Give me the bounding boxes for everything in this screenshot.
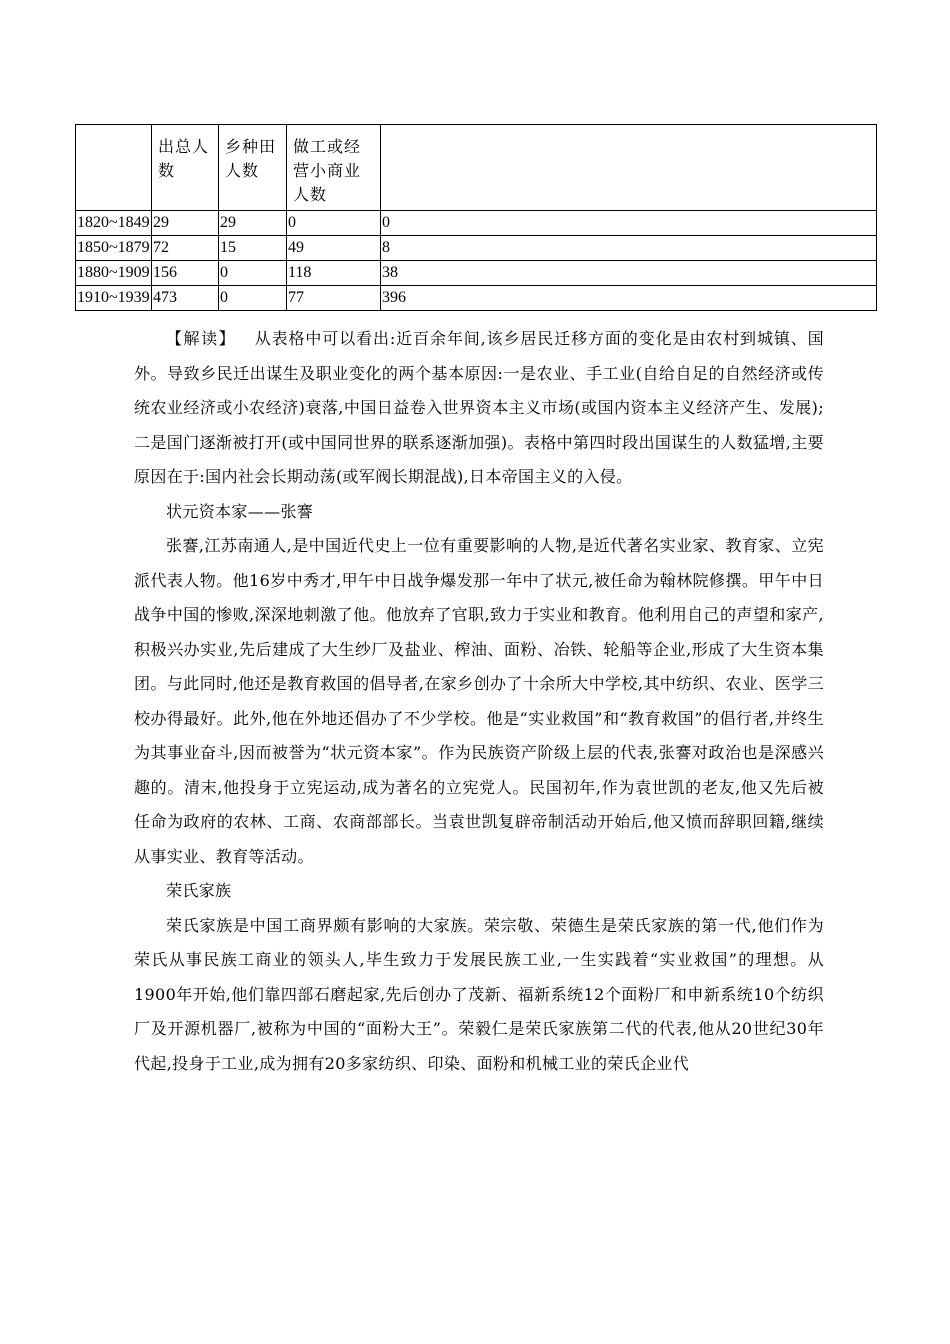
table-cell: 0 bbox=[219, 286, 287, 311]
table-header-cell bbox=[76, 125, 152, 211]
table-cell: 1910~1939 bbox=[76, 286, 152, 311]
body-text bbox=[134, 322, 824, 1081]
table-row bbox=[76, 261, 877, 286]
table-header-cell: 做工或经营小商业人数 bbox=[287, 125, 381, 211]
table-cell: 8 bbox=[381, 236, 877, 261]
table-cell: 118 bbox=[287, 261, 381, 286]
table-cell: 1820~1849 bbox=[76, 211, 152, 236]
table-cell: 29 bbox=[152, 211, 219, 236]
section-paragraph: 荣氏家族是中国工商界颇有影响的大家族。荣宗敬、荣德生是荣氏家族的第一代,他们作为荣氏从事民族工商业的领头人,毕生致力于发展民族工业,一生实践着“实业救国”的理想。从1900年开始,他们靠四部石磨起家,先后创办了茂新、福新系统12个面粉厂和申新系统10个纺织厂及开源机器厂,被称为中国的“面粉大王”。荣毅仁是荣氏家族第二代的代表,他从20世纪30年代起,投身于工业,成为拥有20多家纺织、印染、面粉和机械工业的荣氏企业代 bbox=[134, 915, 824, 1073]
table-cell: 1880~1909 bbox=[76, 261, 152, 286]
table-cell: 72 bbox=[152, 236, 219, 261]
interpretation-text: 从表格中可以看出:近百余年间,该乡居民迁移方面的变化是由农村到城镇、国外。导致乡民迁出谋生及职业变化的两个基本原因:一是农业、手工业(自给自足的自然经济或传统农业经济或小农经济)衰落,中国日益卷入世界资本主义市场(或国内资本主义经济产生、发展);二是国门逐渐被打开(或中国同世界的联系逐渐加强)。表格中第四时段出国谋生的人数猛增,主要原因在于:国内社会长期动荡(或军阀长期混战),日本帝国主义的入侵。 bbox=[134, 329, 824, 486]
section-title: 状元资本家——张謇 bbox=[166, 501, 314, 521]
emigration-table bbox=[75, 124, 877, 311]
table-cell: 396 bbox=[381, 286, 877, 311]
table-cell: 1850~1879 bbox=[76, 236, 152, 261]
table-row bbox=[76, 286, 877, 311]
table-header-row bbox=[76, 125, 877, 211]
table-cell: 0 bbox=[287, 211, 381, 236]
table-cell: 156 bbox=[152, 261, 219, 286]
table-cell: 29 bbox=[219, 211, 287, 236]
table-header-cell: 乡种田人数 bbox=[219, 125, 287, 211]
table-cell: 15 bbox=[219, 236, 287, 261]
table-cell: 0 bbox=[219, 261, 287, 286]
table-header-cell bbox=[381, 125, 877, 211]
interpretation-paragraph bbox=[134, 322, 824, 495]
table-header-cell: 出总人数 bbox=[152, 125, 219, 211]
table-cell: 0 bbox=[381, 211, 877, 236]
section-title: 荣氏家族 bbox=[166, 881, 232, 900]
table-cell: 38 bbox=[381, 261, 877, 286]
interpretation-tag: 【解读】 bbox=[166, 329, 237, 348]
table-cell: 473 bbox=[152, 286, 219, 311]
table-row bbox=[76, 236, 877, 261]
table-cell: 49 bbox=[287, 236, 381, 261]
table-cell: 77 bbox=[287, 286, 381, 311]
section-paragraph: 张謇,江苏南通人,是中国近代史上一位有重要影响的人物,是近代著名实业家、教育家、立宪派代表人物。他16岁中秀才,甲午中日战争爆发那一年中了状元,被任命为翰林院修撰。甲午中日战争中国的惨败,深深地刺激了他。他放弃了官职,致力于实业和教育。他利用自己的声望和家产,积极兴办实业,先后建成了大生纱厂及盐业、榨油、面粉、冶铁、轮船等企业,形成了大生资本集团。与此同时,他还是教育救国的倡导者,在家乡创办了十余所大中学校,其中纺织、农业、医学三校办得最好。此外,他在外地还倡办了不少学校。他是“实业救国”和“教育救国”的倡行者,并终生为其事业奋斗,因而被誉为“状元资本家”。作为民族资产阶级上层的代表,张謇对政治也是深感兴趣的。清末,他投身于立宪运动,成为著名的立宪党人。民国初年,作为袁世凯的老友,他又先后被任命为政府的农林、工商、农商部部长。当袁世凯复辟帝制活动开始后,他又愤而辞职回籍,继续从事实业、教育等活动。 bbox=[134, 536, 824, 866]
table-row bbox=[76, 211, 877, 236]
